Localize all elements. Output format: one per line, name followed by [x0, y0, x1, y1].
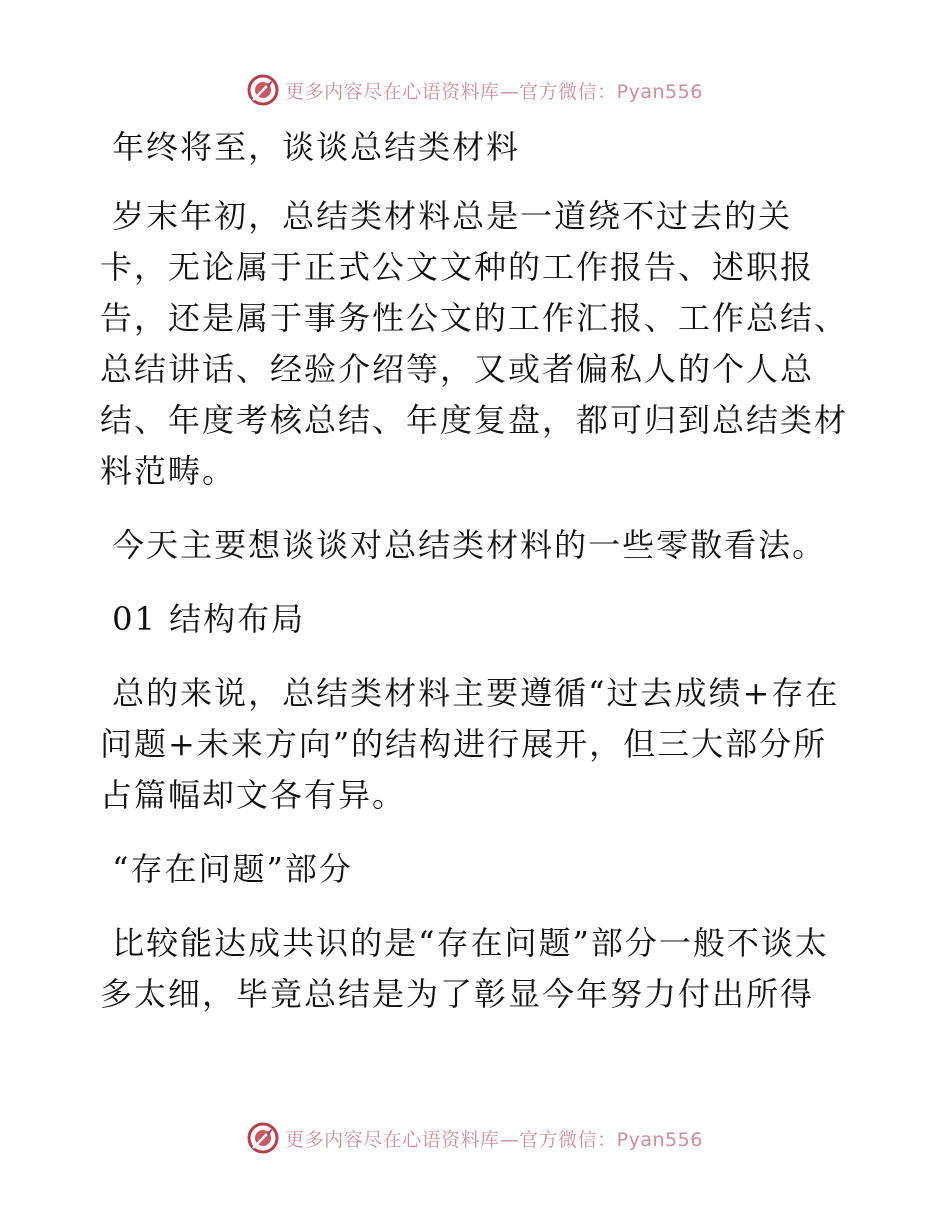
- watermark-footer-inner: [247, 1122, 703, 1154]
- paragraph-intro: 岁末年初，总结类材料总是一道绕不过去的关卡，无论属于正式公文文种的工作报告、述职报告，还是属于事务性公文的工作汇报、工作总结、总结讲话、经验介绍等，又或者偏私人的个人总结、年度考核总结、年度复盘，都可归到总结类材料范畴。: [100, 197, 849, 490]
- paragraph-structure: 总的来说，总结类材料主要遵循“过去成绩+存在问题+未来方向”的结构进行展开，但三大部分所占篇幅却文各有异。: [100, 674, 840, 814]
- paragraph-purpose: 今天主要想谈谈对总结类材料的一些零散看法。: [100, 526, 827, 564]
- watermark-text: 更多内容尽在心语资料库—官方微信：Pyan556: [285, 1128, 703, 1151]
- watermark-header-inner: [247, 74, 703, 106]
- watermark-header: [0, 70, 950, 110]
- seal-logo-icon: [247, 74, 279, 106]
- document-title: 年终将至，谈谈总结类材料: [100, 128, 521, 166]
- watermark-text: 更多内容尽在心语资料库—官方微信：Pyan556: [285, 80, 703, 103]
- section-heading-structure: 01 结构布局: [100, 600, 306, 638]
- seal-logo-icon: [247, 1122, 279, 1154]
- document-body: [100, 122, 860, 1043]
- paragraph-problems: 比较能达成共识的是“存在问题”部分一般不谈太多太细，毕竟总结是为了彰显今年努力付出所得: [100, 924, 829, 1013]
- subheading-problems: “存在问题”部分: [100, 850, 353, 888]
- watermark-footer: [0, 1118, 950, 1158]
